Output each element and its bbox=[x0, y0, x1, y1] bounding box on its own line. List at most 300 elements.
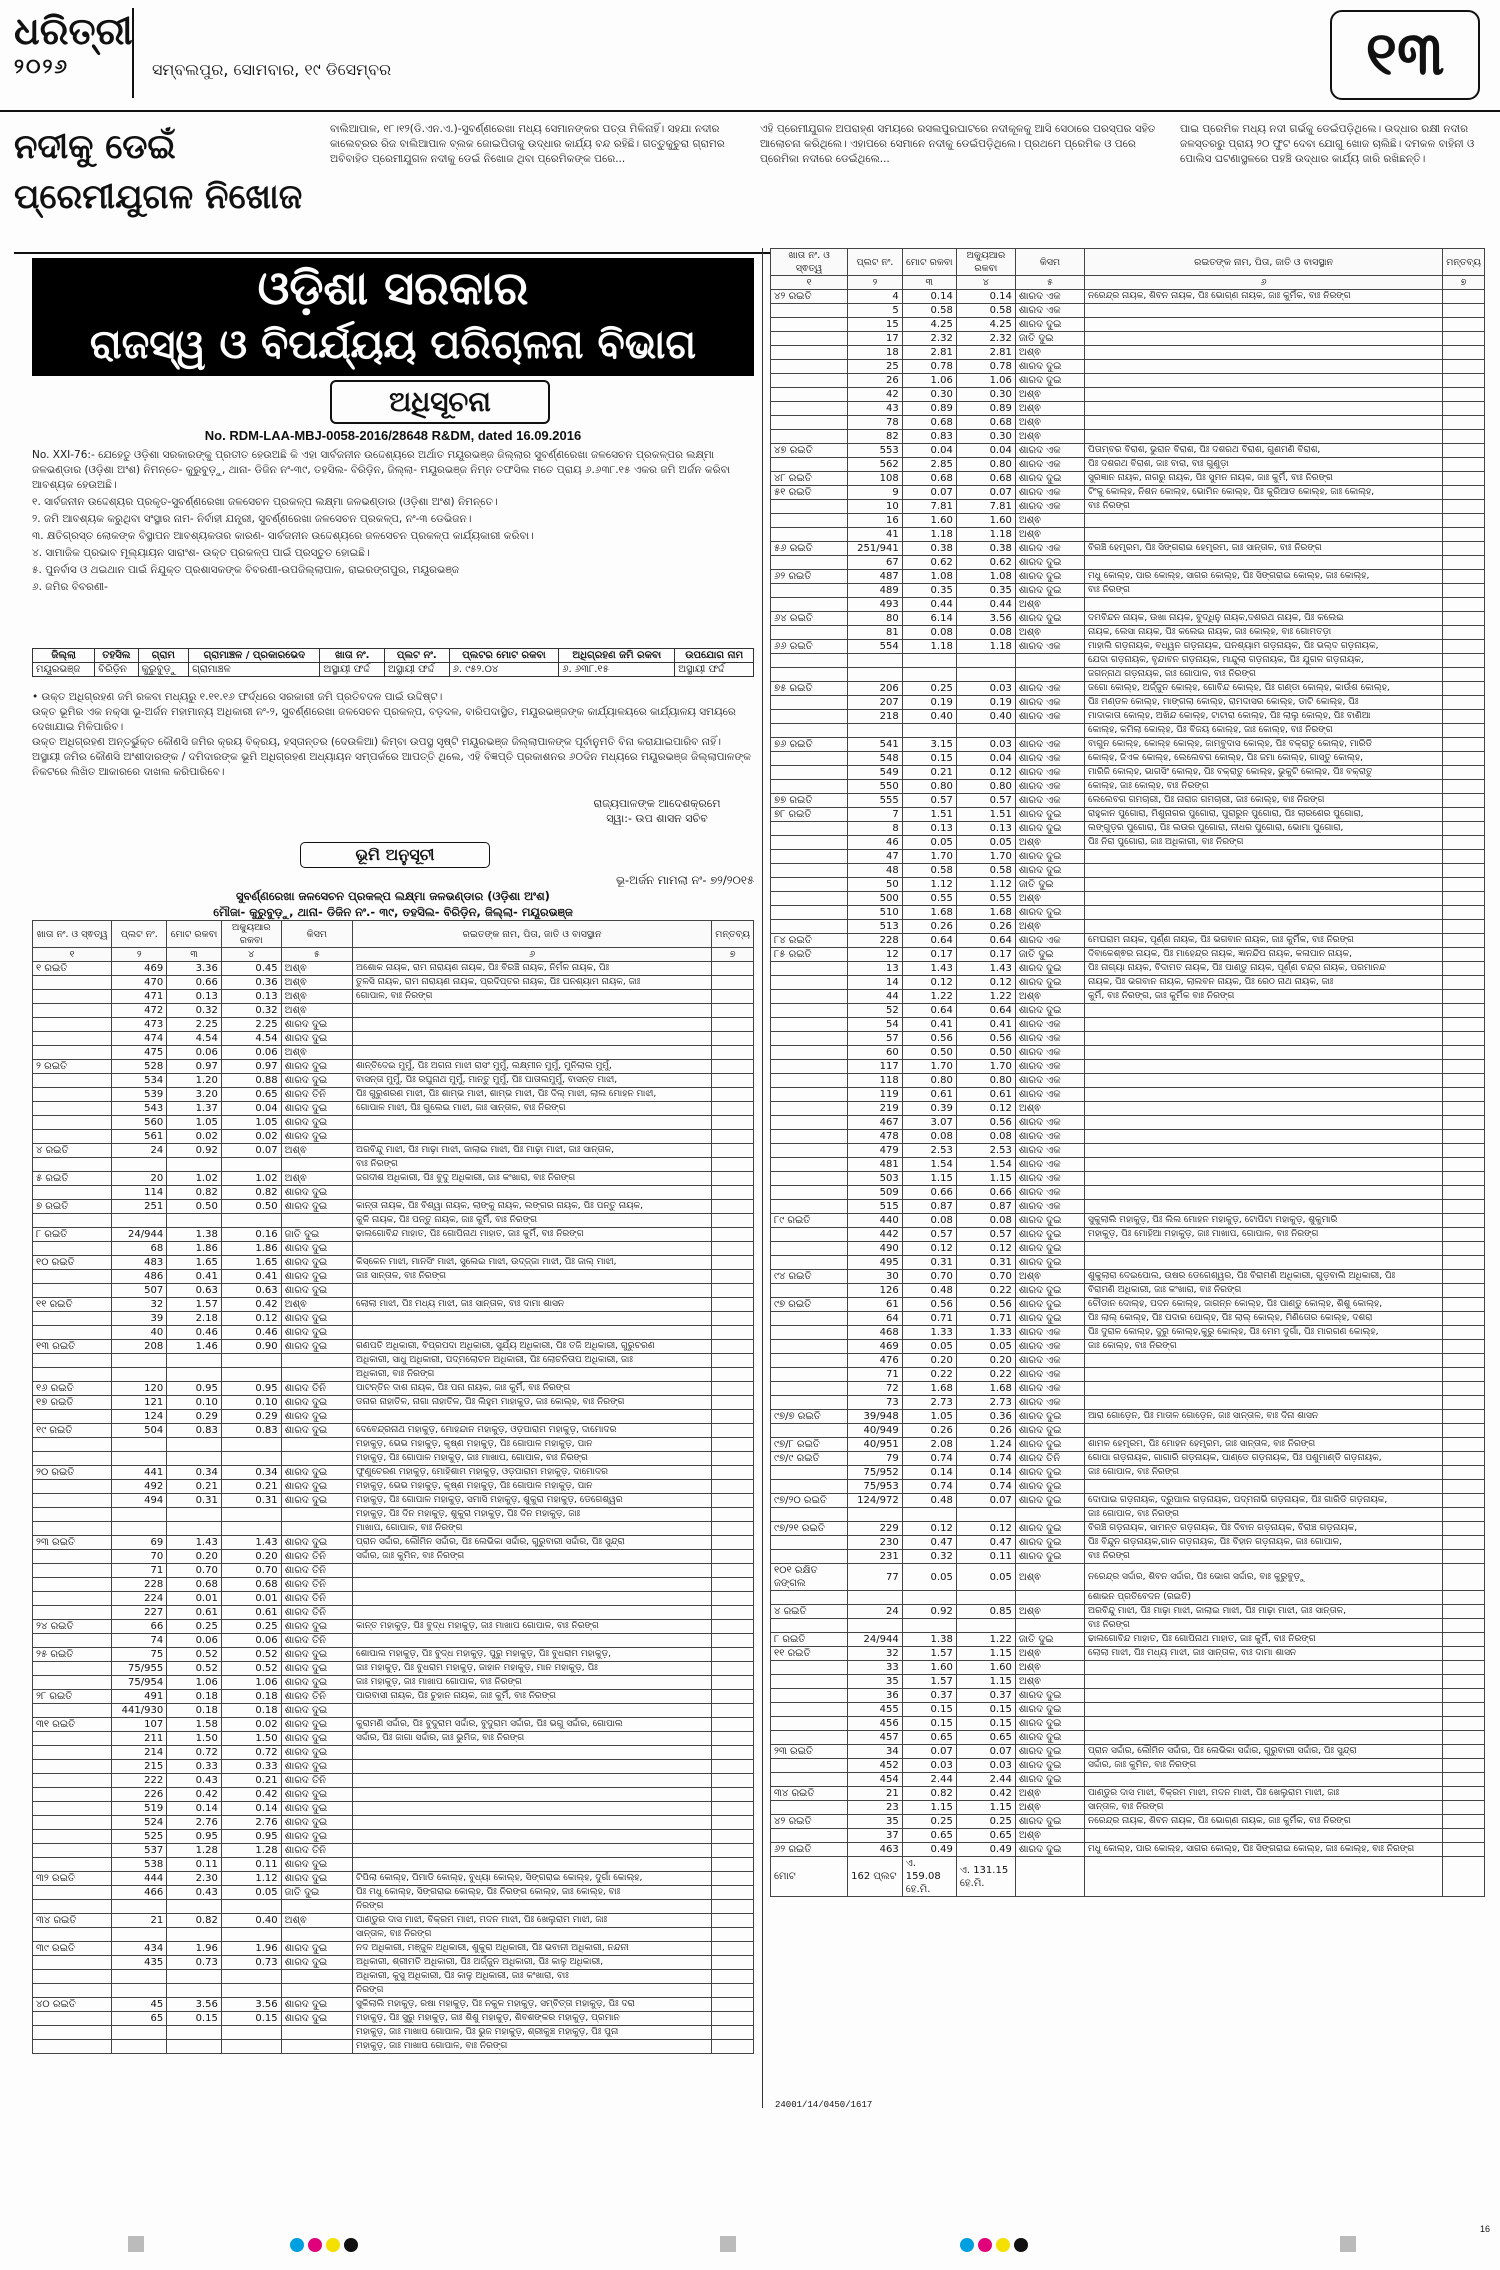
owner-cell: ମହାକୁଡ଼, ପିଃ ଦିନ ମହାକୁଡ଼, ଶୁକୁରା ମହାକୁଡ଼, ପିଃ ଦିନ ମହାକୁଡ଼, ଜାଃ bbox=[353, 1508, 712, 1522]
remarks-cell bbox=[712, 1424, 754, 1438]
plot-cell: 435 bbox=[112, 1956, 167, 1970]
plot-cell: 468 bbox=[848, 1326, 903, 1340]
owner-cell bbox=[1085, 1088, 1443, 1102]
acquired-area-cell: 0.52 bbox=[221, 1648, 281, 1662]
khata-cell bbox=[771, 1382, 848, 1396]
table-row bbox=[771, 1564, 1485, 1591]
owner-cell bbox=[353, 1046, 712, 1060]
kisam-cell bbox=[281, 2040, 352, 2054]
total-area-cell: 1.43 bbox=[167, 1536, 222, 1550]
kisam-cell: ଅଶ୍ଵ bbox=[281, 976, 352, 990]
column-header: ଖାତା ନଂ. ଓ ସ୍ଵତ୍ୱ bbox=[33, 921, 112, 948]
total-area-cell: 0.55 bbox=[902, 892, 956, 906]
total-area-cell: 0.34 bbox=[167, 1466, 222, 1480]
plot-cell: 539 bbox=[112, 1088, 167, 1102]
kisam-cell: ଶାରଦ ଏକ bbox=[1015, 1158, 1084, 1172]
kisam-cell: ଶାରଦ ତିନି bbox=[281, 1690, 352, 1704]
acquired-area-cell: 0.31 bbox=[956, 1256, 1015, 1270]
khata-cell bbox=[33, 1242, 112, 1256]
owner-cell bbox=[1085, 892, 1443, 906]
acquired-area-cell: 0.65 bbox=[221, 1088, 281, 1102]
owner-cell bbox=[1085, 514, 1443, 528]
remarks-cell bbox=[712, 1718, 754, 1732]
owner-cell: ଲୋଲା ମାଝୀ, ପିଃ ମଧ୍ୟ ମାଝୀ, ଜାଃ ସାନ୍ତାଳ, ବାଃ ଦାମା ଶାସନ bbox=[1085, 1647, 1443, 1661]
owner-cell: ଜାଃ କୋଲ୍ହ, ବାଃ ନିରଙ୍ଗ bbox=[1085, 1340, 1443, 1354]
table-row bbox=[771, 1032, 1485, 1046]
plot-cell: 35 bbox=[848, 1675, 903, 1689]
kisam-cell: ଶାରଦ ତିନି bbox=[1015, 1452, 1084, 1466]
owner-cell: ଲେଲେବଗ ଗମଚାରୀ, ପିଃ ନାରାଜ ଗମଚାରୀ, ଜାଃ କୋଲ୍ହ, ବାଃ ନିରଙ୍ଗ bbox=[1085, 794, 1443, 808]
acquired-area-cell bbox=[221, 2026, 281, 2040]
acquired-area-cell: 0.36 bbox=[956, 1410, 1015, 1424]
kisam-cell: ଶାରଦ ଦୁଇ bbox=[281, 1662, 352, 1676]
table-row bbox=[33, 1830, 754, 1844]
plot-cell: 442 bbox=[848, 1228, 903, 1242]
remarks-cell bbox=[712, 1788, 754, 1802]
remarks-cell bbox=[712, 1998, 754, 2012]
plot-cell: 493 bbox=[848, 598, 903, 612]
owner-cell bbox=[353, 1032, 712, 1046]
total-area-cell: 1.70 bbox=[902, 850, 956, 864]
acquired-area-cell: 1.18 bbox=[956, 640, 1015, 654]
acquired-area-cell: 1.28 bbox=[221, 1844, 281, 1858]
owner-cell: ନରେନ୍ଦ୍ର ନାୟକ, ଶିବନ ନାୟକ, ପିଃ ଭୋଗ୍ଣ ନାୟକ, ଜାଃ କୁର୍ମିକ, ବାଃ ନିରଙ୍ଗ bbox=[1085, 1815, 1443, 1829]
remarks-cell bbox=[712, 1802, 754, 1816]
remarks-cell bbox=[1443, 472, 1485, 486]
acquired-area-cell: 0.55 bbox=[956, 892, 1015, 906]
kisam-cell: ଶାରଦ ଏକ bbox=[1015, 486, 1084, 500]
khata-cell bbox=[33, 2012, 112, 2026]
summary-cell: ଅସ୍ଥାୟୀ ଫର୍ଦ୍ଦ bbox=[675, 663, 754, 677]
kisam-cell: ଶାରଦ ଦୁଇ bbox=[1015, 1214, 1084, 1228]
acquired-area-cell: 0.11 bbox=[221, 1858, 281, 1872]
table-row bbox=[771, 1605, 1485, 1619]
table-row bbox=[771, 1647, 1485, 1661]
plot-cell: 34 bbox=[848, 1745, 903, 1759]
khata-cell bbox=[33, 1606, 112, 1620]
total-area-cell: 0.01 bbox=[167, 1592, 222, 1606]
khata-cell bbox=[33, 1480, 112, 1494]
acquired-area-cell: 3.56 bbox=[221, 1998, 281, 2012]
acquired-area-cell: 0.16 bbox=[221, 1228, 281, 1242]
owner-cell bbox=[1085, 1144, 1443, 1158]
plot-cell: 4 bbox=[848, 290, 903, 304]
total-area-cell: 1.22 bbox=[902, 990, 956, 1004]
remarks-cell bbox=[712, 1354, 754, 1368]
total-area-cell: 0.05 bbox=[902, 1564, 956, 1591]
kisam-cell: ଶାରଦ ଦୁଇ bbox=[1015, 808, 1084, 822]
kisam-cell: ଶାରଦ ଏକ bbox=[1015, 710, 1084, 724]
kisam-cell: ଅଶ୍ଵ bbox=[1015, 892, 1084, 906]
column-number: ୩ bbox=[902, 276, 956, 290]
owner-cell: ଜଗଦୀଶ ଅଧିକାରୀ, ପିଃ ବୁଦୁ ଅଧିକାରୀ, ଜାଃ କଂଖାରା, ବାଃ ନିରଙ୍ଗ bbox=[353, 1172, 712, 1186]
kisam-cell: ଅଶ୍ଵ bbox=[1015, 1661, 1084, 1675]
table-row bbox=[771, 668, 1485, 682]
column-header: ରଇତଙ୍କ ନାମ, ପିତା, ଜାତି ଓ ବାସସ୍ଥାନ bbox=[353, 921, 712, 948]
owner-cell bbox=[1085, 1200, 1443, 1214]
location-line: ମୌଜା- କୁରୁବୁଡ଼ୁ, ଥାନା- ଡିଜିନ ନଂ.- ୩୯, ତହସିଲ- ବିରିଡ଼ିନ, ଜିଲ୍ଲା- ମୟୂରଭଞ୍ଜ bbox=[213, 905, 573, 919]
owner-cell bbox=[353, 1760, 712, 1774]
plot-cell: 528 bbox=[112, 1060, 167, 1074]
owner-cell: ଯେଦା ଗଡ଼ନାୟକ, ବୃନ୍ଦାବନ ଗଡ଼ନାୟକ, ମାନ୍ଦୁଲା ଗଡ଼ନାୟକ, ପିଃ ଯୁଗଳ ଗଡ଼ନାୟକ, bbox=[1085, 654, 1443, 668]
khata-cell bbox=[771, 864, 848, 878]
plot-cell: 36 bbox=[848, 1689, 903, 1703]
plot-cell bbox=[848, 668, 903, 682]
magenta-dot bbox=[308, 2238, 322, 2252]
table-row bbox=[33, 1032, 754, 1046]
table-row bbox=[33, 1158, 754, 1172]
column-header: ଅକ୍ୟୁଆର ରକବା bbox=[221, 921, 281, 948]
total-area-cell: 4.54 bbox=[167, 1032, 222, 1046]
table-row bbox=[771, 1312, 1485, 1326]
plot-cell bbox=[112, 2040, 167, 2054]
kisam-cell: ଶାରଦ ଦୁଇ bbox=[1015, 360, 1084, 374]
total-area-cell: 4.25 bbox=[902, 318, 956, 332]
total-area-cell bbox=[167, 1928, 222, 1942]
plot-cell: 70 bbox=[112, 1550, 167, 1564]
kisam-cell: ଶାରଦ ଏକ bbox=[1015, 1116, 1084, 1130]
summary-cell: କୁରୁବୁଡ଼ୁ bbox=[138, 663, 189, 677]
owner-cell bbox=[353, 1802, 712, 1816]
remarks-cell bbox=[1443, 1284, 1485, 1298]
total-area-cell: 1.57 bbox=[902, 1647, 956, 1661]
khata-cell bbox=[771, 332, 848, 346]
acquired-area-cell bbox=[221, 2040, 281, 2054]
total-area-cell: 0.30 bbox=[902, 388, 956, 402]
remarks-cell bbox=[1443, 934, 1485, 948]
plot-cell: 21 bbox=[112, 1914, 167, 1928]
khata-cell bbox=[771, 962, 848, 976]
plot-cell: 524 bbox=[112, 1816, 167, 1830]
khata-cell bbox=[771, 528, 848, 542]
plot-cell: 479 bbox=[848, 1144, 903, 1158]
table-row bbox=[33, 1466, 754, 1480]
table-row bbox=[771, 1438, 1485, 1452]
owner-cell: ମହାକୁଡ଼, ଜାଃ ମାଖାପ ଗୋପାଳ, ପିଃ ଭୁଜ ମହାକୁଡ଼, ଶ୍ରୀକୁଞ୍ଚ ମହାକୁଡ଼, ପିଃ ପୁନା bbox=[353, 2026, 712, 2040]
total-area-cell: 0.48 bbox=[902, 1284, 956, 1298]
table-row bbox=[771, 626, 1485, 640]
remarks-cell bbox=[1443, 430, 1485, 444]
table-row bbox=[33, 1438, 754, 1452]
owner-cell: ଫୁଣୁଚେରଣ ମହାକୁଡ଼, ମୋହିଶାମ ମହାକୁଡ଼, ଓଡ଼ପାରାମ ମହାକୁଡ଼, ଦାମୋଦର bbox=[353, 1466, 712, 1480]
total-area-cell: 0.18 bbox=[167, 1704, 222, 1718]
remarks-cell bbox=[712, 1060, 754, 1074]
total-area-cell: 0.39 bbox=[902, 1102, 956, 1116]
body-para: ୩. କ୍ଷତିଗ୍ରସ୍ତ ଲୋକଙ୍କ ବିସ୍ଥାପନ ଆବଶ୍ୟକତାର କାରଣ- ସାର୍ବଜନୀନ ଉଦ୍ଦେଶ୍ୟରେ ଜଳସେଚନ ପ୍ରକଳ୍ପ କାର୍ଯ୍ୟକାରୀ କରିବା। bbox=[32, 530, 534, 542]
acquired-area-cell: 0.41 bbox=[956, 1018, 1015, 1032]
remarks-cell bbox=[1443, 1829, 1485, 1843]
owner-cell: ନଦ ଅଧିକାରୀ, ମଞ୍ଜୁଳ ଅଧିକାରୀ, ଶୁକୁରା ଅଧିକାରୀ, ପିଃ ଭବାନୀ ଅଧିକାରୀ, ନନ୍ଦନୀ bbox=[353, 1942, 712, 1956]
remarks-cell bbox=[1443, 794, 1485, 808]
khata-cell bbox=[33, 976, 112, 990]
total-area-cell: 1.06 bbox=[167, 1676, 222, 1690]
plot-cell: 16 bbox=[848, 514, 903, 528]
owner-cell: ନରେନ୍ଦ୍ର ସର୍ଦ୍ଦାର, ଶିବନ ସର୍ଦ୍ଦାର, ପିଃ ଭୋଗ ସର୍ଦ୍ଦାର, ବାଃ କୁରୁବୁଡ଼ୁ bbox=[1085, 1564, 1443, 1591]
owner-cell: ଜାଃ ସାନ୍ତାଳ, ବାଃ ନିରଙ୍ଗ bbox=[353, 1270, 712, 1284]
owner-cell bbox=[353, 1606, 712, 1620]
owner-cell: ସୁରଜ୍ଞାନ ନାୟକ, ନାଗରୁ ନାୟକ, ପିଃ ସୁମନ ନାୟକ, ଜାଃ କୁର୍ମି, ବାଃ ନିରଙ୍ଗ bbox=[1085, 472, 1443, 486]
table-row bbox=[33, 1690, 754, 1704]
yellow-dot bbox=[326, 2238, 340, 2252]
land-schedule-table-left bbox=[32, 920, 754, 2054]
plot-cell bbox=[112, 1158, 167, 1172]
remarks-cell bbox=[1443, 1773, 1485, 1787]
acquired-area-cell: 0.17 bbox=[956, 948, 1015, 962]
remarks-cell bbox=[1443, 1717, 1485, 1731]
summary-cell: ୬. ୬୩୮.୧୫ bbox=[559, 663, 675, 677]
khata-cell bbox=[771, 374, 848, 388]
plot-cell: 124/972 bbox=[848, 1494, 903, 1508]
remarks-cell bbox=[1443, 1102, 1485, 1116]
khata-cell bbox=[771, 388, 848, 402]
owner-cell: ପିତାମ୍ବର ବିରାଶ, ଭୁରାନ ବିରାଶ, ପିଃ ଦଶରଥ ବିରାଶ, ଗୁଣମଣି ବିରାଶ, bbox=[1085, 444, 1443, 458]
owner-cell: ପିଃ ବିନ୍ଦୁନ ଗଡ଼ନାୟକ,ଗାନ ଗଡ଼ନାୟକ, ପିଃ ବିହାନ ଗଡ଼ନାୟକ, ଜାଃ ଗୋପାଳ, bbox=[1085, 1536, 1443, 1550]
khata-cell bbox=[771, 1466, 848, 1480]
khata-cell bbox=[771, 1773, 848, 1787]
total-area-cell: 1.46 bbox=[167, 1340, 222, 1354]
remarks-cell bbox=[1443, 696, 1485, 710]
plot-cell: 75/953 bbox=[848, 1480, 903, 1494]
total-area-cell: 0.70 bbox=[167, 1564, 222, 1578]
kisam-cell: ଶାରଦ ଦୁଇ bbox=[281, 1676, 352, 1690]
total-area-cell bbox=[167, 2040, 222, 2054]
plot-cell: 33 bbox=[848, 1661, 903, 1675]
plot-cell bbox=[848, 724, 903, 738]
kisam-cell: ଶାରଦ ଦୁଇ bbox=[281, 1802, 352, 1816]
kisam-cell: ଶାରଦ ଏକ bbox=[1015, 1396, 1084, 1410]
khata-cell bbox=[33, 1158, 112, 1172]
plot-cell: 483 bbox=[112, 1256, 167, 1270]
owner-cell bbox=[353, 1326, 712, 1340]
table-row bbox=[771, 906, 1485, 920]
remarks-cell bbox=[1443, 710, 1485, 724]
remarks-cell bbox=[1443, 1689, 1485, 1703]
total-area-cell: 1.20 bbox=[167, 1074, 222, 1088]
plot-cell: 507 bbox=[112, 1284, 167, 1298]
khata-cell bbox=[771, 1340, 848, 1354]
print-registration-strip bbox=[0, 2226, 1500, 2256]
total-row bbox=[771, 1857, 1485, 1897]
remarks-cell bbox=[1443, 1801, 1485, 1815]
khata-cell bbox=[771, 584, 848, 598]
total-area-cell: 0.41 bbox=[167, 1270, 222, 1284]
table-row bbox=[771, 1060, 1485, 1074]
table-row bbox=[33, 1998, 754, 2012]
acquired-area-cell: 0.37 bbox=[956, 1689, 1015, 1703]
table-row bbox=[771, 542, 1485, 556]
owner-cell: ଦମବିନ୍ଦନ ନାୟକ, ଉଖା ନାୟକ, ବୁଦ୍ଧିନୁ ନାୟକ,ଦଶରଥ ନାୟକ, ପିଃ କଲେଇ bbox=[1085, 612, 1443, 626]
body-para: ୪. ସାମାଜିକ ପ୍ରଭାବ ମୂଲ୍ୟାୟନ ସାରାଂଶ- ଉକ୍ତ ପ୍ରକଳ୍ପ ପାଇଁ ପ୍ରସ୍ତୁତ ହୋଇଛି। bbox=[32, 547, 370, 559]
owner-cell bbox=[1085, 920, 1443, 934]
total-area-cell: 0.92 bbox=[902, 1605, 956, 1619]
remarks-cell bbox=[1443, 1438, 1485, 1452]
remarks-cell bbox=[712, 1634, 754, 1648]
total-area-cell bbox=[902, 1591, 956, 1605]
summary-header-row bbox=[33, 649, 754, 663]
acquired-area-cell: 0.01 bbox=[221, 1592, 281, 1606]
total-area-cell bbox=[167, 1368, 222, 1382]
acquired-area-cell: 1.43 bbox=[221, 1536, 281, 1550]
kisam-cell: ଶାରଦ ଦୁଇ bbox=[281, 1256, 352, 1270]
plot-cell: 24 bbox=[848, 1605, 903, 1619]
plot-cell: 75/954 bbox=[112, 1676, 167, 1690]
kisam-cell: ଅଶ୍ଵ bbox=[281, 1144, 352, 1158]
khata-cell bbox=[33, 1032, 112, 1046]
owner-cell: ଅରବିନ୍ଦୁ ମାଝୀ, ପିଃ ମାଢ଼ା ମାଝୀ, ଜାଲାଇ ମାଝୀ, ପିଃ ମାଢ଼ା ମାଝୀ, ଜାଃ ସାନ୍ତାଳ, bbox=[1085, 1605, 1443, 1619]
owner-cell bbox=[1085, 1717, 1443, 1731]
news-body-column-3: ପାଇ ପ୍ରେମିକ ମଧ୍ୟ ନଦୀ ଗର୍ଭକୁ ଡେଇଁପଡ଼ିଥିଲେ। ଉଦ୍ଧାର ରକ୍ଷୀ ନଦୀର ଜଳସ୍ତରରୁ ପ୍ରାୟ ୨୦ ଫୁଟ ଦେବା ଯୋଗୁ ଖୋଜ ଚାଲିଛି। ଦମକଳ ବାହିନୀ ଓ ପୋଲିସ ଘଟଣାସ୍ଥଳରେ ପହଞ୍ଚି ଉଦ୍ଧାର କାର୍ଯ୍ୟ ଜାରି ରଖିଛନ୍ତି। bbox=[1180, 123, 1475, 165]
total-area-cell: 0.37 bbox=[902, 1689, 956, 1703]
plot-cell: 15 bbox=[848, 318, 903, 332]
acquired-area-cell: 1.18 bbox=[956, 528, 1015, 542]
total-area-cell: 0.74 bbox=[902, 1480, 956, 1494]
acquired-area-cell: 0.14 bbox=[956, 1466, 1015, 1480]
khata-cell bbox=[771, 1717, 848, 1731]
total-area-cell: 0.22 bbox=[902, 1368, 956, 1382]
remarks-cell bbox=[1443, 360, 1485, 374]
remarks-cell bbox=[712, 1522, 754, 1536]
total-area-cell: 0.29 bbox=[167, 1410, 222, 1424]
khata-cell bbox=[33, 1452, 112, 1466]
khata-cell bbox=[771, 1032, 848, 1046]
remarks-cell bbox=[712, 1480, 754, 1494]
owner-cell bbox=[1085, 1130, 1443, 1144]
table-row bbox=[771, 1522, 1485, 1536]
kisam-cell: ଶାରଦ ଏକ bbox=[1015, 1074, 1084, 1088]
khata-cell bbox=[771, 1004, 848, 1018]
kisam-cell: ଶାରଦ ଦୁଇ bbox=[281, 1536, 352, 1550]
remarks-cell bbox=[1443, 1186, 1485, 1200]
kisam-cell: ଶାରଦ ଏକ bbox=[1015, 542, 1084, 556]
remarks-cell bbox=[1443, 346, 1485, 360]
remarks-cell bbox=[1443, 542, 1485, 556]
total-area-cell: 0.68 bbox=[902, 416, 956, 430]
table-row bbox=[771, 1214, 1485, 1228]
owner-cell: ସର୍ଦ୍ଦାର, ଜାଃ କୁମିନ, ବାଃ ନିରଙ୍ଗ bbox=[353, 1550, 712, 1564]
remarks-cell bbox=[1443, 486, 1485, 500]
owner-cell: ଶୋଭନ ପ୍ରତିବେଦନ (ରଇତି) bbox=[1085, 1591, 1443, 1605]
khata-cell bbox=[33, 1116, 112, 1130]
khata-cell bbox=[33, 1634, 112, 1648]
black-dot bbox=[344, 2238, 358, 2252]
remarks-cell bbox=[1443, 1368, 1485, 1382]
plot-cell: 13 bbox=[848, 962, 903, 976]
remarks-cell bbox=[1443, 290, 1485, 304]
plot-cell: 230 bbox=[848, 1536, 903, 1550]
total-area-cell bbox=[167, 1214, 222, 1228]
table-row bbox=[33, 1004, 754, 1018]
kisam-cell: ଅଶ୍ଵ bbox=[1015, 388, 1084, 402]
table-row bbox=[33, 1522, 754, 1536]
total-area-cell: 1.06 bbox=[902, 374, 956, 388]
acquired-area-cell: 0.68 bbox=[956, 416, 1015, 430]
acquired-area-cell: 0.64 bbox=[956, 1004, 1015, 1018]
khata-cell bbox=[33, 1676, 112, 1690]
kisam-cell: ଶାରଦ ଦୁଇ bbox=[281, 1718, 352, 1732]
table-row bbox=[33, 2012, 754, 2026]
remarks-cell bbox=[712, 1340, 754, 1354]
khata-cell bbox=[771, 346, 848, 360]
khata-cell bbox=[771, 430, 848, 444]
total-area-cell: 0.07 bbox=[902, 1745, 956, 1759]
remarks-cell bbox=[712, 1760, 754, 1774]
table-row bbox=[771, 836, 1485, 850]
plot-cell bbox=[112, 1354, 167, 1368]
remarks-cell bbox=[1443, 780, 1485, 794]
owner-cell: ମାରିଜି କୋଲ୍ହ, ଭାଗସିଂ କୋଲ୍ହ, ପିଃ ବକ୍ରାତୁ କୋଲ୍ହ, ଭୁକୁଟି କୋଲ୍ହ, ପିଃ ବକ୍ରାତୁ bbox=[1085, 766, 1443, 780]
remarks-cell bbox=[712, 1536, 754, 1550]
table-row bbox=[33, 1340, 754, 1354]
khata-cell bbox=[33, 1494, 112, 1508]
kisam-cell: ଶାରଦ ଦୁଇ bbox=[1015, 962, 1084, 976]
total-area-cell: 0.44 bbox=[902, 598, 956, 612]
kisam-cell bbox=[281, 1984, 352, 1998]
total-area-cell: 2.73 bbox=[902, 1396, 956, 1410]
khata-cell bbox=[771, 626, 848, 640]
plot-cell: 467 bbox=[848, 1116, 903, 1130]
remarks-cell bbox=[1443, 864, 1485, 878]
table-row bbox=[771, 654, 1485, 668]
column-header: କିସମ bbox=[281, 921, 352, 948]
table-row bbox=[33, 1802, 754, 1816]
total-area-cell: 1.86 bbox=[167, 1242, 222, 1256]
plot-cell bbox=[112, 1900, 167, 1914]
remarks-cell bbox=[1443, 682, 1485, 696]
kisam-cell: ଶାରଦ ଏକ bbox=[1015, 1088, 1084, 1102]
table-row bbox=[771, 1731, 1485, 1745]
remarks-cell bbox=[712, 1564, 754, 1578]
owner-cell bbox=[1085, 1396, 1443, 1410]
plot-cell: 549 bbox=[848, 766, 903, 780]
column-number: ୪ bbox=[221, 948, 281, 962]
khata-cell bbox=[771, 780, 848, 794]
khata-cell bbox=[33, 990, 112, 1004]
acquired-area-cell bbox=[221, 1522, 281, 1536]
table-row bbox=[771, 1382, 1485, 1396]
plot-cell: 75/955 bbox=[112, 1662, 167, 1676]
khata-cell bbox=[33, 1074, 112, 1088]
total-area-cell: 0.25 bbox=[902, 1815, 956, 1829]
owner-cell: ଚୌଡାନ ଦୋଲ୍ହ, ପଦନ କୋଲ୍ହ, ଜାଗନ୍ନ କୋଲ୍ହ, ପିଃ ପାଣ୍ଡୁ କୋଲ୍ହ, ଶିଶୁ କୋଲ୍ହ, bbox=[1085, 1298, 1443, 1312]
owner-cell bbox=[353, 1704, 712, 1718]
owner-cell: ସର୍ଦ୍ଦାର, ପିଃ ଜାଗା ସର୍ଦ୍ଦାର, ଜାଃ ଭୁମିଜ, ବାଃ ନିରଙ୍ଗ bbox=[353, 1732, 712, 1746]
plot-cell: 481 bbox=[848, 1158, 903, 1172]
plot-cell: 82 bbox=[848, 430, 903, 444]
acquired-area-cell bbox=[221, 1452, 281, 1466]
cyan-dot bbox=[290, 2238, 304, 2252]
acquired-area-cell: 1.68 bbox=[956, 906, 1015, 920]
owner-cell: କାନ୍ତ ମହାକୁଡ଼, ପିଃ ବୁଦ୍ଧ ମହାକୁଡ଼, ଜାଃ ମାଖାପ ଗୋପାଳ, ବାଃ ନିରଙ୍ଗ bbox=[353, 1620, 712, 1634]
acquired-area-cell: 0.08 bbox=[956, 626, 1015, 640]
total-area-cell: 1.68 bbox=[902, 1382, 956, 1396]
table-row bbox=[771, 1158, 1485, 1172]
acquired-area-cell: 0.74 bbox=[956, 1452, 1015, 1466]
khata-cell: ୭୬ ରଇତି bbox=[771, 738, 848, 752]
acquired-area-cell: 0.13 bbox=[956, 822, 1015, 836]
table-row bbox=[33, 1704, 754, 1718]
remarks-cell bbox=[1443, 626, 1485, 640]
acquired-area-cell: 1.60 bbox=[956, 514, 1015, 528]
banner-line-1: ଓଡ଼ିଶା ସରକାର bbox=[257, 261, 529, 315]
table-row bbox=[771, 388, 1485, 402]
kisam-cell: ଶାରଦ ଦୁଇ bbox=[281, 1186, 352, 1200]
kisam-cell: ଶାରଦ ଦୁଇ bbox=[281, 1816, 352, 1830]
news-headline bbox=[14, 122, 314, 222]
kisam-cell: ଅଶ୍ଵ bbox=[1015, 836, 1084, 850]
owner-cell: ବାଃ ନିରଙ୍ଗ bbox=[1085, 500, 1443, 514]
owner-cell: ମହାକୁଡ଼, ପିଃ ମୋହିଆ ମହାକୁଡ଼, ଜାଃ ମାଖାପ, ଗୋପାଳ, ବାଃ ନିରଙ୍ଗ bbox=[1085, 1228, 1443, 1242]
table-row bbox=[33, 1900, 754, 1914]
